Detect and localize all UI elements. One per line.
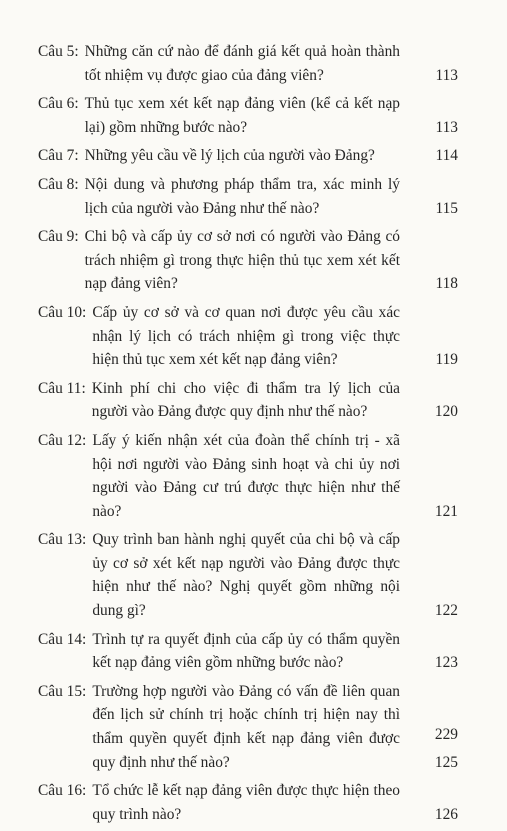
entry-label: Câu 15: <box>38 682 87 700</box>
entry-label: Câu 6: <box>38 95 79 113</box>
toc-entry-7 <box>38 144 458 168</box>
entry-text: Trình tự ra quyết định của cấp ủy có thẩm quyền kết nạp đảng viên gồm những bước nào? <box>92 630 400 672</box>
entry-label: Câu 13: <box>38 531 87 549</box>
entry-text: Lấy ý kiến nhận xét của đoàn thể chính trị - xã hội nơi người vào Đảng sinh hoạt và chi ủy nơi người vào Đảng cư trú được thực hiện như thế nào? <box>92 431 400 520</box>
entry-page-number: 115 <box>435 199 458 217</box>
entry-label: Câu 16: <box>38 782 87 800</box>
entry-label: Câu 9: <box>38 228 79 246</box>
toc-entry-14 <box>38 628 458 675</box>
entry-text: Những yêu cầu về lý lịch của người vào Đảng? <box>84 147 375 165</box>
entry-text: Tổ chức lễ kết nạp đảng viên được thực hiện theo quy trình nào? <box>92 782 400 823</box>
entry-page-number: 114 <box>435 147 458 165</box>
toc-entry-8 <box>38 173 458 220</box>
entry-page-number: 121 <box>434 502 458 520</box>
entry-text: Chi bộ và cấp ủy cơ sở nơi có người vào Đảng có trách nhiệm gì trong thực hiện thủ tục xem xét kết nạp đảng viên? <box>84 228 400 293</box>
entry-text: Nội dung và phương pháp thẩm tra, xác minh lý lịch của người vào Đảng như thế nào? <box>84 175 400 217</box>
toc-entry-13 <box>38 528 458 622</box>
entry-text: Trường hợp người vào Đảng có vấn đề liên quan đến lịch sử chính trị hoặc chính trị hiện nay thì thẩm quyền quyết định kết nạp đảng viên được quy định như thế nào? <box>92 682 400 771</box>
entry-text: Những căn cứ nào để đánh giá kết quả hoàn thành tốt nhiệm vụ được giao của đảng viên? <box>84 43 400 84</box>
folio-page-number: 229 <box>434 726 458 743</box>
entry-page-number: 119 <box>435 351 458 369</box>
entry-page-number: 118 <box>435 275 458 293</box>
entry-text: Kinh phí chi cho việc đi thẩm tra lý lịch của người vào Đảng được quy định như thế nào? <box>91 379 400 421</box>
toc-entry-6 <box>38 92 458 139</box>
entry-text: Quy trình ban hành nghị quyết của chi bộ và cấp ủy cơ sở xét kết nạp người vào Đảng được thực hiện như thế nào? Nghị quyết gồm những nội dung gì? <box>92 531 400 620</box>
entry-page-number: 122 <box>434 602 458 620</box>
entry-label: Câu 5: <box>38 43 79 60</box>
toc-entry-10 <box>38 301 458 372</box>
entry-label: Câu 10: <box>38 303 87 321</box>
entry-label: Câu 8: <box>38 175 79 193</box>
table-of-contents <box>38 40 458 831</box>
entry-text: Cấp ủy cơ sở và cơ quan nơi được yêu cầu xác nhận lý lịch có trách nhiệm gì trong việc thực hiện thủ tục xem xét kết nạp đảng viên? <box>92 303 400 369</box>
toc-entry-16 <box>38 779 458 826</box>
entry-page-number: 123 <box>434 654 458 672</box>
entry-page-number: 120 <box>434 403 458 421</box>
entry-page-number: 126 <box>434 805 458 823</box>
toc-entry-9 <box>38 225 458 296</box>
entry-page-number: 113 <box>435 118 458 136</box>
entry-label: Câu 11: <box>38 379 86 397</box>
toc-entry-11 <box>38 377 458 424</box>
entry-text: Thủ tục xem xét kết nạp đảng viên (kể cả kết nạp lại) gồm những bước nào? <box>84 95 400 136</box>
toc-entry-5 <box>38 40 458 87</box>
entry-page-number: 125 <box>434 753 458 771</box>
entry-page-number: 113 <box>435 66 458 84</box>
toc-entry-12 <box>38 429 458 523</box>
toc-entry-15 <box>38 680 458 774</box>
entry-label: Câu 14: <box>38 630 87 648</box>
entry-label: Câu 12: <box>38 431 87 449</box>
entry-label: Câu 7: <box>38 147 79 165</box>
